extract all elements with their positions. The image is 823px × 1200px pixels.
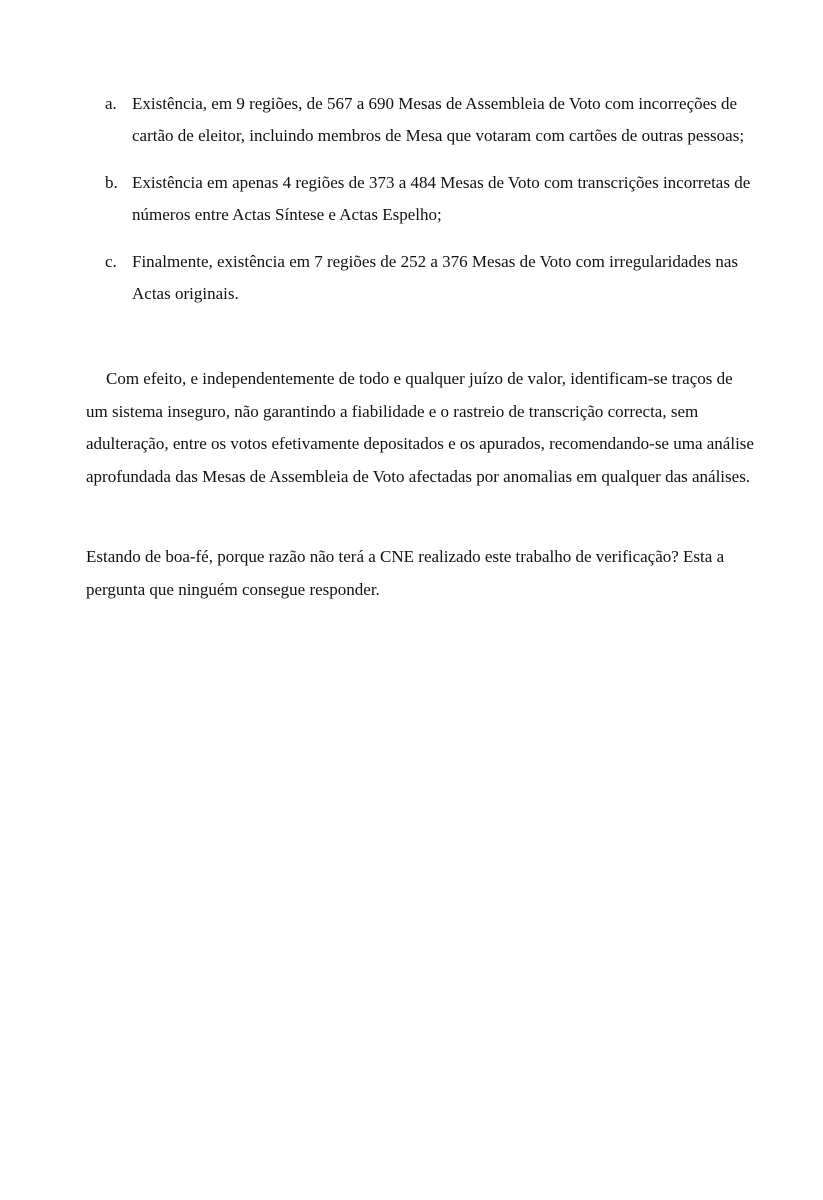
list-item	[0, 88, 823, 152]
list-item-text: Finalmente, existência em 7 regiões de 252 a 376 Mesas de Voto com irregularidades nas Actas originais.	[132, 252, 739, 303]
list-item-text: Existência, em 9 regiões, de 567 a 690 Mesas de Assembleia de Voto com incorreções de cartão de eleitor, incluindo membros de Mesa que votaram com cartões de outras pessoas;	[132, 94, 745, 145]
list-marker: b.	[105, 173, 118, 192]
list-marker: c.	[105, 252, 117, 271]
list-item	[0, 246, 823, 310]
list-item	[0, 167, 823, 231]
body-paragraph: Com efeito, e independentemente de todo e qualquer juízo de valor, identificam-se traços de um sistema inseguro, não garantindo a fiabilidade e o rastreio de transcrição correcta, sem adulteração, entre os votos efetivamente depositados e os apurados, recomendando-se uma análise aprofundada das Mesas de Assembleia de Voto afectadas por anomalias em qualquer das análises.	[86, 369, 754, 486]
list-item-text: Existência em apenas 4 regiões de 373 a 484 Mesas de Voto com transcrições incorretas de números entre Actas Síntese e Actas Espelho;	[132, 173, 751, 224]
list-marker: a.	[105, 94, 117, 113]
findings-list	[0, 88, 823, 325]
closing-paragraph: Estando de boa-fé, porque razão não terá a CNE realizado este trabalho de verificação? Esta a pergunta que ninguém consegue responder.	[86, 547, 725, 599]
